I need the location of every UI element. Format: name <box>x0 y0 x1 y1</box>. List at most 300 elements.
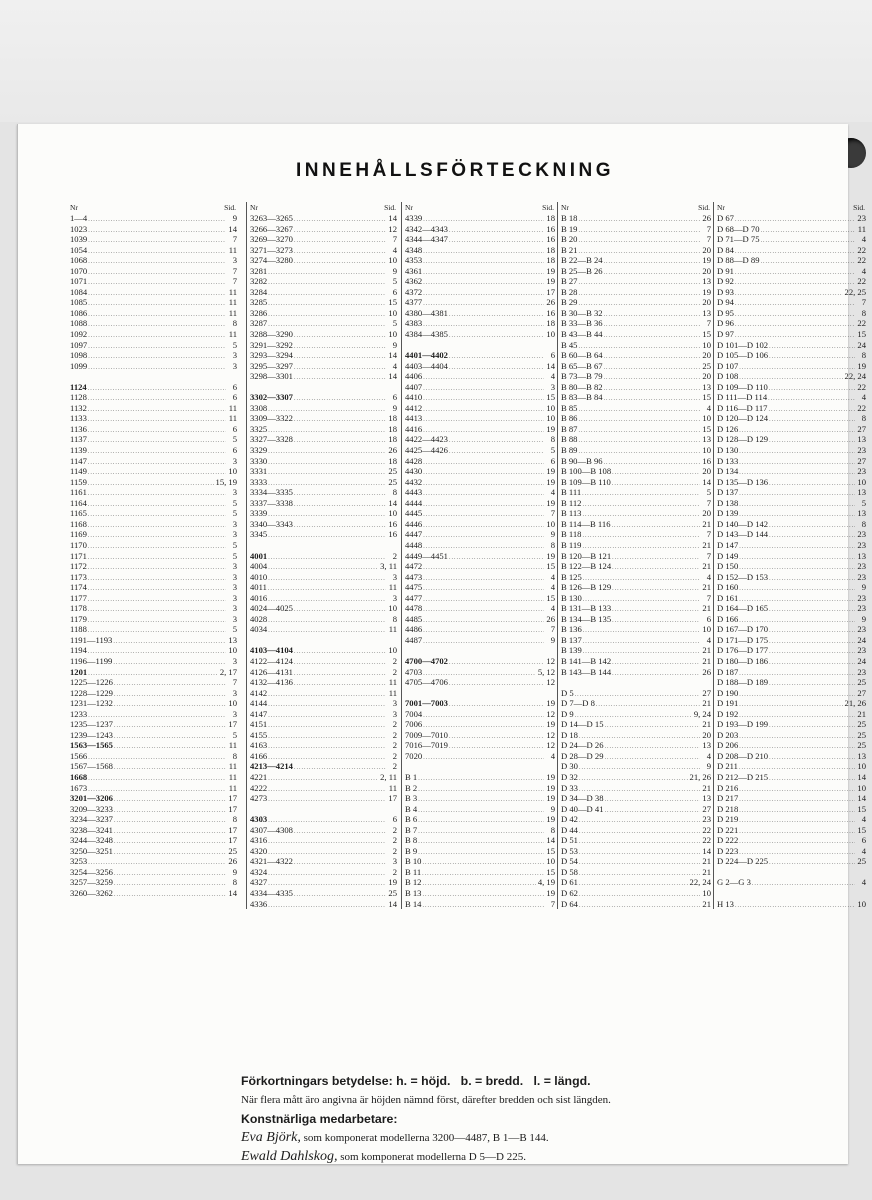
entry-number: D 219 <box>717 814 739 825</box>
entry-number: 3340—3343 <box>250 518 293 529</box>
index-entry <box>717 761 866 772</box>
entry-number: B 86 <box>561 413 578 424</box>
entry-page: 7 <box>706 592 711 603</box>
entry-page: 20 <box>702 729 711 740</box>
index-entry <box>405 793 555 804</box>
index-entry <box>717 656 866 667</box>
leader-dots <box>88 394 226 404</box>
entry-number: 3244—3248 <box>70 835 113 846</box>
entry-number: 4307—4308 <box>250 824 293 835</box>
index-entry <box>70 635 237 646</box>
entry-page: 25 <box>388 888 397 898</box>
entry-number: D 152—D 153 <box>717 571 769 582</box>
entry-page: 22, 25 <box>844 286 866 297</box>
entry-number: 4024—4025 <box>250 603 293 614</box>
leader-dots <box>423 257 544 267</box>
index-entry <box>70 329 237 340</box>
leader-dots <box>739 363 855 373</box>
entry-page: 15 <box>546 392 555 403</box>
index-entry <box>405 508 555 519</box>
entry-number: D 218 <box>717 803 739 814</box>
index-entry <box>561 877 711 888</box>
entry-number: 4384—4385 <box>405 329 448 340</box>
index-entry <box>70 392 237 403</box>
entry-page: 5 <box>232 550 237 561</box>
index-entry <box>717 814 866 825</box>
entry-page: 4, 19 <box>537 877 555 888</box>
index-entry <box>561 793 711 804</box>
entry-number: 1161 <box>70 487 87 498</box>
leader-dots <box>294 658 386 668</box>
index-entry <box>561 856 711 867</box>
index-entry <box>405 561 555 572</box>
index-entry <box>250 508 397 519</box>
index-entry <box>70 350 237 361</box>
leader-dots <box>422 869 544 879</box>
entry-page: 16 <box>702 455 711 466</box>
index-entry <box>561 582 711 593</box>
index-entry <box>405 287 555 298</box>
entry-number: 4478 <box>405 603 423 614</box>
leader-dots <box>769 342 855 352</box>
index-entry <box>405 329 555 340</box>
entry-number: D 95 <box>717 307 734 318</box>
index-entry <box>250 392 397 403</box>
entry-number: D 28—D 29 <box>561 750 604 761</box>
index-entry <box>561 266 711 277</box>
entry-number: D 67 <box>717 213 734 223</box>
designer-line <box>241 1149 847 1165</box>
leader-dots <box>739 816 855 826</box>
index-entry <box>70 772 237 783</box>
entry-page: 3 <box>232 708 237 719</box>
entry-number: D 206 <box>717 740 739 751</box>
entry-number: B 65—B 67 <box>561 360 603 371</box>
index-entry <box>561 667 711 678</box>
leader-dots <box>596 700 700 710</box>
index-entry <box>561 783 711 794</box>
entry-number: D 58 <box>561 866 578 877</box>
index-entry <box>717 245 866 256</box>
entry-number: 4413 <box>405 413 423 424</box>
entry-number: 1124 <box>70 381 87 392</box>
entry-number: B 12 <box>405 877 422 888</box>
index-entry <box>250 835 397 846</box>
leader-dots <box>583 626 700 636</box>
entry-page: 22 <box>702 835 711 846</box>
index-entry <box>717 371 866 382</box>
index-entry <box>250 529 397 540</box>
leader-dots <box>769 858 855 868</box>
index-entry <box>250 603 397 614</box>
entry-page: 11 <box>228 413 237 424</box>
leader-dots <box>579 890 700 900</box>
leader-dots <box>735 310 855 320</box>
index-entry <box>717 804 866 815</box>
index-entry <box>70 519 237 530</box>
leader-dots <box>268 447 386 457</box>
entry-number: 1172 <box>70 561 87 572</box>
entry-page: 19 <box>546 276 555 287</box>
leader-dots <box>735 299 855 309</box>
entry-page: 19 <box>546 423 555 434</box>
index-entry <box>717 403 866 414</box>
entry-page: 22 <box>857 276 866 287</box>
index-entry <box>561 761 711 772</box>
entry-page: 27 <box>702 803 711 814</box>
entry-number: D 24—D 26 <box>561 740 604 751</box>
entry-number: 1084 <box>70 286 88 297</box>
entry-page: 3 <box>232 613 237 624</box>
index-entry <box>250 519 397 530</box>
entry-number: 3302—3307 <box>250 392 293 403</box>
index-entry <box>250 329 397 340</box>
index-entry <box>561 297 711 308</box>
entry-number: D 107 <box>717 360 739 371</box>
entry-number: 3327—3328 <box>250 434 293 445</box>
entry-page: 4 <box>861 845 866 856</box>
entry-number: D 93 <box>717 286 734 297</box>
entry-number: D 54 <box>561 856 578 867</box>
entry-page: 15 <box>702 423 711 434</box>
entry-page: 10 <box>857 476 866 487</box>
entry-page: 4 <box>550 487 555 498</box>
leader-dots <box>582 489 700 499</box>
entry-page: 26 <box>702 666 711 677</box>
index-entry <box>405 740 555 751</box>
index-entry <box>561 466 711 477</box>
leader-dots <box>604 394 700 404</box>
designer-line <box>241 1130 847 1146</box>
leader-dots <box>612 616 700 626</box>
entry-number: 4449—4451 <box>405 550 448 561</box>
entry-number: B 118 <box>561 529 582 540</box>
leader-dots <box>605 742 701 752</box>
entry-page: 3 <box>232 603 237 614</box>
entry-number: B 6 <box>405 814 418 825</box>
leader-dots <box>423 637 544 647</box>
entry-page: 21 <box>702 856 711 867</box>
index-entry <box>250 582 397 593</box>
entry-number: D 180—D 186 <box>717 655 769 666</box>
leader-dots <box>604 363 700 373</box>
entry-page: 13 <box>857 434 866 445</box>
index-entry <box>717 308 866 319</box>
entry-page: 26 <box>546 613 555 624</box>
index-entry <box>70 382 237 393</box>
entry-number: D 208—D 210 <box>717 750 769 761</box>
entry-page: 27 <box>857 455 866 466</box>
entry-page: 18 <box>388 455 397 466</box>
entry-page: 4 <box>861 265 866 276</box>
entry-page: 3 <box>550 381 555 392</box>
entry-number: 1567—1568 <box>70 761 113 772</box>
designer-models: som komponerat modellerna D 5—D 225. <box>340 1151 526 1163</box>
column-header: Nr Sid. <box>717 203 865 212</box>
abbreviations-label: Förkortningars betydelse: <box>241 1074 393 1088</box>
entry-page: 10 <box>388 603 397 614</box>
entry-number: D 171—D 175 <box>717 634 769 645</box>
leader-dots <box>768 394 855 404</box>
entry-page: 19 <box>857 360 866 371</box>
leader-dots <box>604 257 700 267</box>
entry-number: 1179 <box>70 613 87 624</box>
index-entry <box>70 877 237 888</box>
entry-number: B 3 <box>405 793 418 804</box>
index-entry <box>717 434 866 445</box>
leader-dots <box>114 742 226 752</box>
entry-number: B 90—B 96 <box>561 455 603 466</box>
leader-dots <box>604 373 700 383</box>
entry-number: B 111 <box>561 487 582 498</box>
entry-page: 7 <box>232 276 237 287</box>
index-entry <box>561 772 711 783</box>
entry-page: 11 <box>228 771 237 782</box>
leader-dots <box>449 331 544 341</box>
entry-number: 3331 <box>250 466 268 477</box>
index-entry <box>405 593 555 604</box>
index-entry <box>561 234 711 245</box>
entry-page: 25 <box>388 466 397 477</box>
leader-dots <box>418 774 544 784</box>
entry-number: 4412 <box>405 402 423 413</box>
index-entry <box>561 561 711 572</box>
index-entry <box>70 551 237 562</box>
index-entry <box>405 572 555 583</box>
entry-number: 1070 <box>70 265 88 276</box>
leader-dots <box>769 384 855 394</box>
entry-number: 1149 <box>70 466 87 477</box>
entry-number: D 94 <box>717 297 734 308</box>
index-spacer <box>250 635 397 646</box>
leader-dots <box>88 215 226 225</box>
leader-dots <box>612 563 700 573</box>
entry-number: D 32 <box>561 771 578 782</box>
entry-page: 23 <box>857 603 866 614</box>
entry-number: 1023 <box>70 223 88 234</box>
index-entry <box>250 434 397 445</box>
index-entry <box>405 804 555 815</box>
leader-dots <box>735 278 855 288</box>
leader-dots <box>88 521 226 531</box>
index-entry <box>70 814 237 825</box>
leader-dots <box>449 679 544 689</box>
leader-dots <box>268 531 386 541</box>
designer-name: Ewald Dahlskog, <box>241 1149 338 1164</box>
entry-number: 7006 <box>405 719 423 730</box>
index-entry <box>717 234 866 245</box>
entry-page: 9 <box>232 213 237 223</box>
entry-number: 3291—3292 <box>250 339 293 350</box>
index-entry <box>250 645 397 656</box>
entry-number: B 2 <box>405 782 418 793</box>
entry-number: D 191 <box>717 698 739 709</box>
entry-number: B 80—B 82 <box>561 381 603 392</box>
leader-dots <box>423 468 544 478</box>
entry-page: 7 <box>232 265 237 276</box>
entry-number: D 140—D 142 <box>717 518 769 529</box>
index-entry <box>717 593 866 604</box>
entry-page: 9 <box>392 402 397 413</box>
entry-page: 21 <box>702 561 711 572</box>
leader-dots <box>88 489 226 499</box>
leader-dots <box>761 236 856 246</box>
index-entry <box>70 614 237 625</box>
entry-page: 22 <box>857 318 866 329</box>
entry-number: B 113 <box>561 508 582 519</box>
leader-dots <box>579 774 688 784</box>
leader-dots <box>88 405 226 415</box>
index-entry <box>561 656 711 667</box>
leader-dots <box>294 342 386 352</box>
index-entry <box>250 224 397 235</box>
entry-number: 4416 <box>405 423 423 434</box>
entry-number: 3269—3270 <box>250 234 293 245</box>
entry-number: 4126—4131 <box>250 666 293 677</box>
leader-dots <box>418 806 544 816</box>
index-spacer <box>405 340 555 351</box>
leader-dots <box>582 531 700 541</box>
leader-dots <box>739 837 855 847</box>
leader-dots <box>612 605 700 615</box>
entry-page: 7 <box>232 234 237 245</box>
leader-dots <box>449 226 544 236</box>
measurement-note: När flera mått äro angivna är höjden nämnd först, därefter bredden och sist längden. <box>241 1094 611 1106</box>
index-entry <box>717 519 866 530</box>
entry-page: 12 <box>388 223 397 234</box>
leader-dots <box>423 521 544 531</box>
entry-page: 14 <box>388 213 397 223</box>
entry-page: 19 <box>546 814 555 825</box>
leader-dots <box>113 637 226 647</box>
index-entry <box>405 434 555 445</box>
entry-page: 4 <box>392 360 397 371</box>
index-entry <box>70 540 237 551</box>
leader-dots <box>578 415 700 425</box>
leader-dots <box>582 500 700 510</box>
leader-dots <box>268 563 378 573</box>
index-entry <box>405 297 555 308</box>
entry-number: 1231—1232 <box>70 698 113 709</box>
entry-number: 1132 <box>70 402 87 413</box>
entry-page: 11 <box>388 782 397 793</box>
entry-number: B 25—B 26 <box>561 265 603 276</box>
leader-dots <box>294 763 386 773</box>
index-entry <box>717 783 866 794</box>
index-entry <box>70 688 237 699</box>
index-entry <box>70 234 237 245</box>
entry-number: 3286 <box>250 307 268 318</box>
entry-page: 9, 24 <box>693 708 711 719</box>
index-page <box>17 124 866 1164</box>
entry-number: 4473 <box>405 571 423 582</box>
index-entry <box>561 719 711 730</box>
entry-page: 23 <box>857 666 866 677</box>
entry-number: 4446 <box>405 518 423 529</box>
leader-dots <box>418 785 544 795</box>
leader-dots <box>449 700 544 710</box>
entry-page: 4 <box>706 750 711 761</box>
index-spacer <box>405 688 555 699</box>
entry-number: D 108 <box>717 371 739 382</box>
entry-number: 7016—7019 <box>405 740 448 751</box>
entry-page: 5 <box>232 339 237 350</box>
entry-number: B 18 <box>561 213 578 223</box>
leader-dots <box>88 774 226 784</box>
entry-number: 3295—3297 <box>250 360 293 371</box>
entry-number: 4703 <box>405 666 423 677</box>
leader-dots <box>739 827 855 837</box>
entry-page: 19 <box>546 888 555 898</box>
index-entry <box>405 477 555 488</box>
leader-dots <box>769 721 855 731</box>
index-entry <box>405 318 555 329</box>
entry-number: 4316 <box>250 835 268 846</box>
entry-page: 6 <box>392 286 397 297</box>
entry-page: 18 <box>388 413 397 424</box>
index-entry <box>561 624 711 635</box>
entry-page: 5 <box>861 497 866 508</box>
entry-number: 4151 <box>250 719 268 730</box>
index-entry <box>405 519 555 530</box>
entry-page: 27 <box>702 687 711 698</box>
entry-page: 15 <box>857 824 866 835</box>
entry-number: D 92 <box>717 276 734 287</box>
entry-page: 7 <box>550 898 555 909</box>
entry-number: 3266—3267 <box>250 223 293 234</box>
column-header: Nr Sid. <box>70 203 236 212</box>
entry-number: 1098 <box>70 350 88 361</box>
entry-page: 5 <box>232 508 237 519</box>
entry-number: 4428 <box>405 455 423 466</box>
entry-page: 5 <box>392 318 397 329</box>
index-entry <box>250 245 397 256</box>
entry-number: 4486 <box>405 624 423 635</box>
entry-number: 1133 <box>70 413 87 424</box>
leader-dots <box>422 879 535 889</box>
entry-page: 11 <box>388 582 397 593</box>
entry-number: 1—4 <box>70 213 88 223</box>
entry-number: D 138 <box>717 497 739 508</box>
entry-number: 1171 <box>70 550 87 561</box>
leader-dots <box>449 447 544 457</box>
leader-dots <box>294 415 386 425</box>
entry-number: B 126—B 129 <box>561 582 612 593</box>
entry-page: 4 <box>861 392 866 403</box>
index-entry <box>70 698 237 709</box>
entry-number: 4336 <box>250 898 268 909</box>
entry-number: D 96 <box>717 318 734 329</box>
index-entry <box>405 825 555 836</box>
index-entry <box>561 487 711 498</box>
entry-number: 4410 <box>405 392 423 403</box>
leader-dots <box>294 215 386 225</box>
entry-page: 8 <box>232 318 237 329</box>
entry-page: 17 <box>228 824 237 835</box>
entry-page: 17 <box>546 286 555 297</box>
index-entry <box>70 456 237 467</box>
entry-number: D 134 <box>717 466 739 477</box>
leader-dots <box>114 869 226 879</box>
leader-dots <box>578 215 700 225</box>
leader-dots <box>739 584 855 594</box>
entry-number: D 42 <box>561 814 578 825</box>
leader-dots <box>423 584 544 594</box>
leader-dots <box>294 679 386 689</box>
entry-number: 1092 <box>70 329 88 340</box>
entry-page: 6 <box>550 350 555 361</box>
entry-page: 2 <box>392 729 397 740</box>
